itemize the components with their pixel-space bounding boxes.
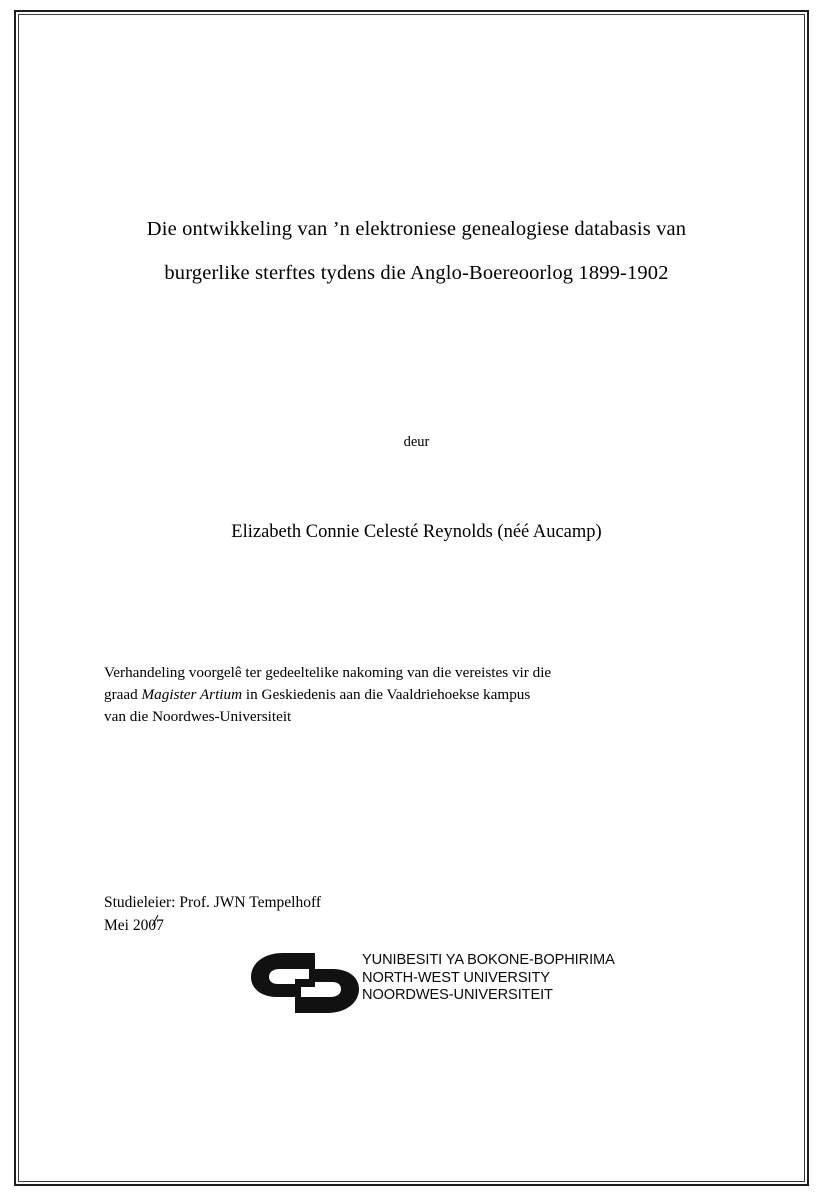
page-title [104,207,729,295]
logo-text-line-2: NORTH-WEST UNIVERSITY [362,969,550,986]
submission-statement [104,662,701,728]
title-line-1: Die ontwikkeling van ’n elektroniese genealogiese databasis van [146,218,687,240]
author-name: Elizabeth Connie Celesté Reynolds (néé Aucamp) [231,522,602,542]
submission-line-2-post: in Geskiedenis aan die Vaaldriehoekse kampus [242,686,531,703]
title-line-2: burgerlike sterftes tydens die Anglo-Boereoorlog 1899-1902 [164,262,669,284]
by-label: deur [403,434,430,450]
supervisor-line: Studieleier: Prof. JWN Tempelhoff [104,894,322,911]
submission-line-1: Verhandeling voorgelê ter gedeeltelike nakoming van die vereistes vir die [104,664,552,681]
supervisor-and-date [104,891,604,937]
logo-text-line-1: YUNIBESITI YA BOKONE-BOPHIRIMA [362,952,615,968]
logo-text-line-3: NOORDWES-UNIVERSITEIT [362,987,553,1004]
submission-line-2 [104,684,701,706]
date-text: Mei 2007 [104,917,164,934]
page-content [104,0,729,1200]
north-west-university-logo-icon [249,950,361,1016]
university-logo-text [362,952,615,1005]
university-logo [249,948,629,1018]
submission-line-2-pre: graad [104,686,142,703]
degree-name: Magister Artium [141,686,243,703]
date-line [104,914,164,937]
submission-line-3: van die Noordwes-Universiteit [104,708,292,725]
